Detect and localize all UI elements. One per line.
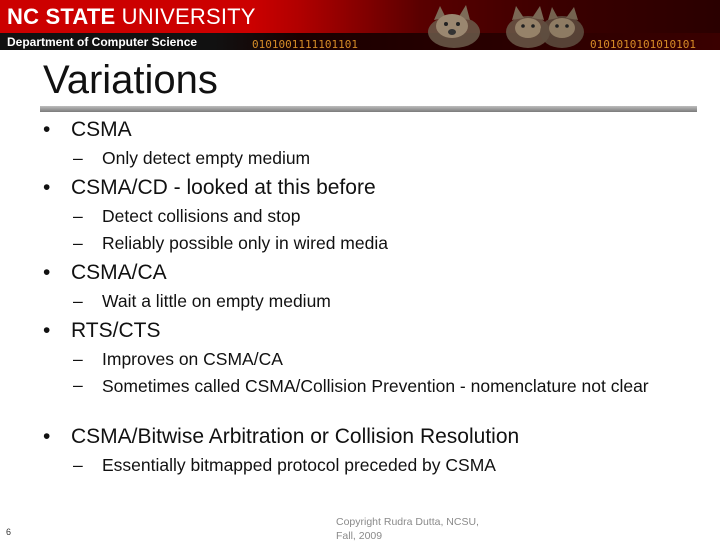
bullet-text: CSMA/CD - looked at this before bbox=[71, 176, 376, 199]
university-logo bbox=[7, 4, 256, 30]
department-name: Department of Computer Science bbox=[7, 35, 198, 49]
bullet-text: CSMA/CA bbox=[71, 261, 167, 284]
sub-bullet-mark: – bbox=[73, 148, 83, 168]
bullet-mark: • bbox=[43, 118, 51, 141]
sub-bullet-text: Reliably possible only in wired media bbox=[102, 233, 388, 253]
title-underline bbox=[40, 106, 697, 112]
sub-bullet-mark: – bbox=[73, 375, 83, 395]
wolf-pack-image bbox=[500, 4, 590, 50]
bullet-text: CSMA bbox=[71, 118, 132, 141]
sub-bullet-mark: – bbox=[73, 291, 83, 311]
bullet-mark: • bbox=[43, 261, 51, 284]
sub-bullet-text: Essentially bitmapped protocol preceded by CSMA bbox=[102, 455, 496, 475]
header-banner bbox=[0, 0, 720, 50]
sub-bullet-mark: – bbox=[73, 349, 83, 369]
slide-number: 6 bbox=[6, 527, 12, 537]
wolf-image-left bbox=[418, 2, 488, 50]
sub-bullet-mark: – bbox=[73, 455, 83, 475]
bullet-text: RTS/CTS bbox=[71, 319, 161, 342]
sub-bullet-text: Improves on CSMA/CA bbox=[102, 349, 283, 369]
copyright-notice: Copyright Rudra Dutta, NCSU, Fall, 2009 bbox=[336, 516, 479, 542]
bullet-mark: • bbox=[43, 319, 51, 342]
binary-decoration-left: 0101001111101101 bbox=[252, 38, 358, 50]
sub-bullet-text: Wait a little on empty medium bbox=[102, 291, 331, 311]
bullet-mark: • bbox=[43, 425, 51, 448]
sub-bullet-text: Detect collisions and stop bbox=[102, 206, 301, 226]
sub-bullet-text: Only detect empty medium bbox=[102, 148, 311, 168]
slide-title: Variations bbox=[43, 58, 218, 102]
bullet-text: CSMA/Bitwise Arbitration or Collision Resolution bbox=[71, 425, 520, 448]
bullet-mark: • bbox=[43, 176, 51, 199]
binary-decoration-right: 0101010101010101 bbox=[590, 38, 696, 50]
sub-bullet-mark: – bbox=[73, 233, 83, 253]
sub-bullet-text: Sometimes called CSMA/Collision Prevention - nomenclature not clear bbox=[102, 376, 649, 396]
university-name-thin: UNIVERSITY bbox=[121, 4, 256, 29]
university-name-bold: NC STATE bbox=[7, 4, 116, 29]
sub-bullet-mark: – bbox=[73, 206, 83, 226]
